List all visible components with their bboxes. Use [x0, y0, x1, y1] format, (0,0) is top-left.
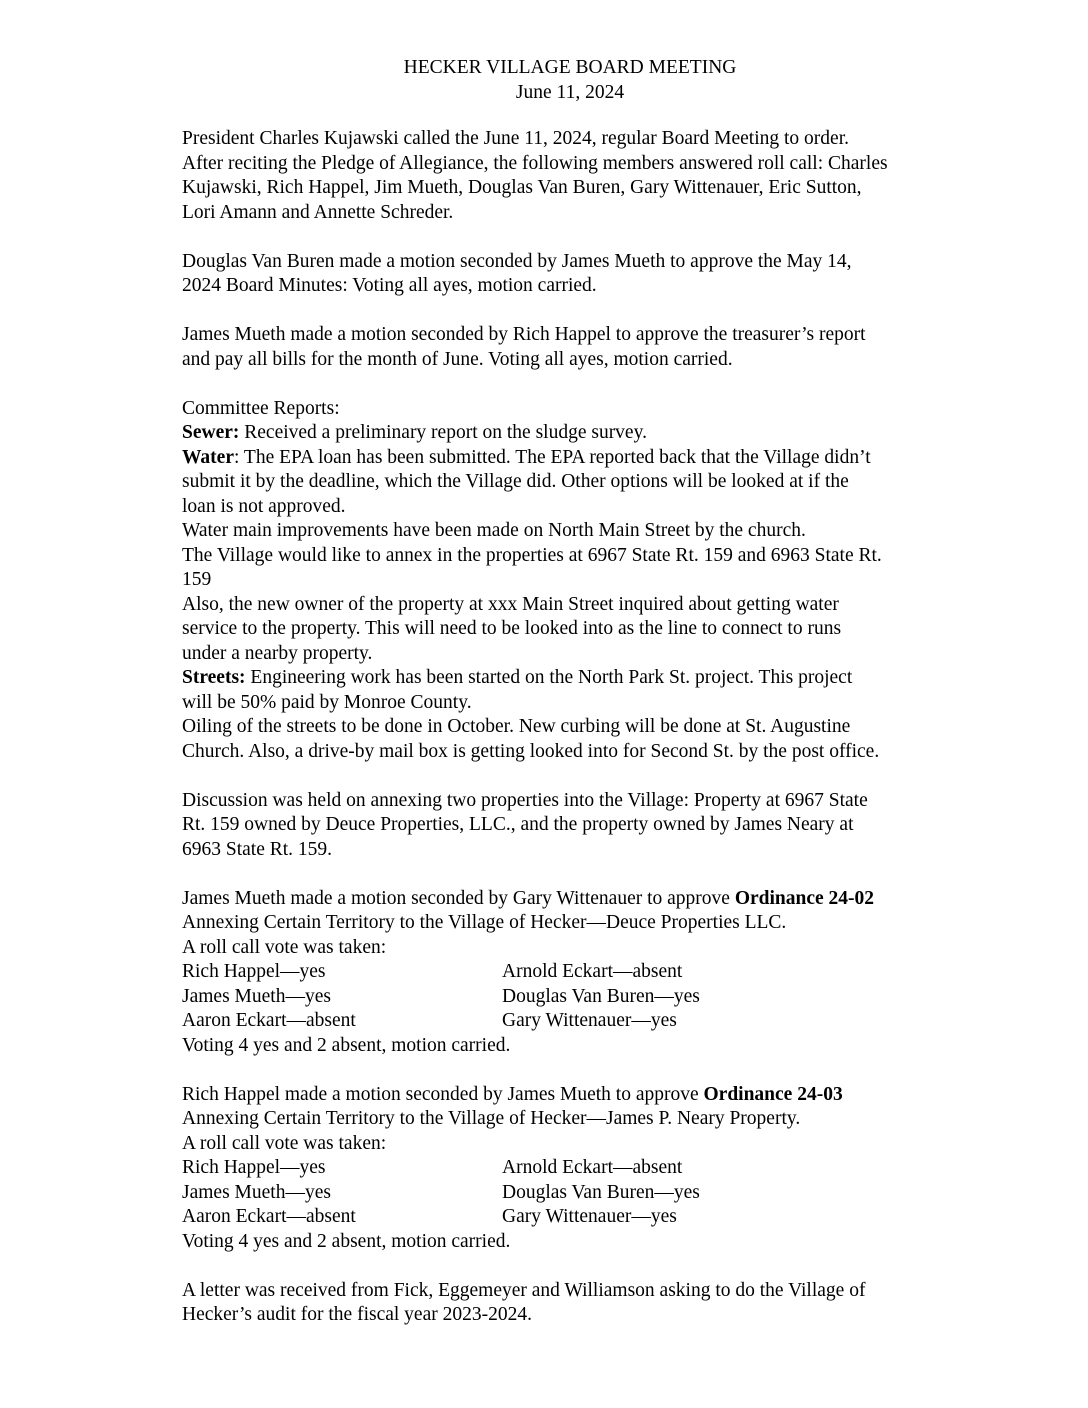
- ordinance-24-02-section: [182, 887, 972, 1059]
- streets-text: Engineering work has been started on the North Park St. project. This project: [245, 667, 853, 688]
- motion-text: James Mueth made a motion seconded by Gary Wittenauer to approve: [182, 887, 735, 909]
- streets-report: [182, 666, 972, 691]
- vote-row: [182, 960, 972, 985]
- sewer-text: Received a preliminary report on the sludge survey.: [239, 422, 647, 443]
- committee-heading: Committee Reports:: [182, 397, 340, 419]
- minutes-motion-paragraph: [182, 250, 972, 299]
- text-line: Oiling of the streets to be done in October. New curbing will be done at St. Augustine: [182, 716, 851, 737]
- document-page: [182, 56, 972, 1328]
- text-line: submit it by the deadline, which the Village did. Other options will be looked at if the: [182, 471, 849, 492]
- meeting-date: June 11, 2024: [515, 81, 625, 103]
- text-line: and pay all bills for the month of June. Voting all ayes, motion carried.: [182, 348, 733, 370]
- sewer-label: Sewer:: [182, 422, 240, 443]
- vote-entry: Douglas Van Buren—yes: [502, 1181, 700, 1203]
- motion-line: [182, 1083, 972, 1108]
- vote-entry: Aaron Eckart—absent: [182, 1206, 356, 1227]
- text-line: service to the property. This will need to be looked into as the line to connect to runs: [182, 618, 842, 639]
- audit-letter-paragraph: [182, 1279, 972, 1328]
- text-line: Hecker’s audit for the fiscal year 2023-2024.: [182, 1304, 532, 1325]
- ordinance-title: Annexing Certain Territory to the Village of Hecker—Deuce Properties LLC.: [182, 912, 787, 933]
- ordinance-number: Ordinance 24-02: [734, 887, 875, 909]
- text-line: The Village would like to annex in the properties at 6967 State Rt. 159 and 6963 State Rt.: [182, 544, 882, 566]
- text-line: President Charles Kujawski called the June 11, 2024, regular Board Meeting to order.: [182, 128, 849, 149]
- treasurer-motion-paragraph: [182, 323, 972, 372]
- text-line: A letter was received from Fick, Eggemeyer and Williamson asking to do the Village of: [182, 1279, 866, 1301]
- water-text: : The EPA loan has been submitted. The EPA reported back that the Village didn’t: [233, 446, 871, 468]
- text-line: Church. Also, a drive-by mail box is getting looked into for Second St. by the post office.: [182, 740, 880, 762]
- intro-paragraph: [182, 127, 972, 225]
- vote-row: [182, 1009, 972, 1034]
- vote-row: [182, 1205, 972, 1230]
- vote-entry: Arnold Eckart—absent: [502, 1157, 683, 1178]
- motion-line: [182, 887, 972, 912]
- vote-entry: Gary Wittenauer—yes: [502, 1206, 677, 1227]
- text-line: Water main improvements have been made on North Main Street by the church.: [182, 520, 806, 541]
- vote-entry: James Mueth—yes: [182, 1181, 331, 1203]
- streets-label: Streets:: [182, 667, 246, 688]
- text-line: loan is not approved.: [182, 495, 346, 517]
- vote-entry: Gary Wittenauer—yes: [502, 1010, 677, 1031]
- text-line: Discussion was held on annexing two properties into the Village: Property at 6967 State: [182, 789, 868, 811]
- roll-call-heading: A roll call vote was taken:: [182, 936, 387, 958]
- text-line: under a nearby property.: [182, 642, 373, 664]
- vote-entry: James Mueth—yes: [182, 985, 331, 1007]
- ordinance-number: Ordinance 24-03: [703, 1083, 843, 1105]
- sewer-report: [182, 421, 972, 446]
- ordinance-title: Annexing Certain Territory to the Village of Hecker—James P. Neary Property.: [182, 1108, 801, 1129]
- committee-reports-section: [182, 397, 972, 765]
- text-line: Also, the new owner of the property at xxx Main Street inquired about getting water: [182, 593, 839, 615]
- motion-text: Rich Happel made a motion seconded by James Mueth to approve: [182, 1083, 704, 1105]
- text-line: Douglas Van Buren made a motion seconded by James Mueth to approve the May 14,: [182, 250, 852, 272]
- water-label: Water: [182, 446, 234, 468]
- text-line: Lori Amann and Annette Schreder.: [182, 201, 454, 223]
- document-title: HECKER VILLAGE BOARD MEETING: [403, 57, 737, 78]
- vote-row: [182, 1181, 972, 1206]
- vote-row: [182, 1156, 972, 1181]
- document-header: [182, 56, 958, 105]
- roll-call-heading: A roll call vote was taken:: [182, 1132, 387, 1154]
- vote-entry: Arnold Eckart—absent: [502, 961, 683, 982]
- text-line: will be 50% paid by Monroe County.: [182, 691, 472, 713]
- annex-discussion-paragraph: [182, 789, 972, 863]
- vote-result: Voting 4 yes and 2 absent, motion carried.: [182, 1230, 511, 1252]
- text-line: James Mueth made a motion seconded by Rich Happel to approve the treasurer’s report: [182, 324, 866, 345]
- vote-entry: Aaron Eckart—absent: [182, 1010, 356, 1031]
- ordinance-24-03-section: [182, 1083, 972, 1255]
- vote-row: [182, 985, 972, 1010]
- vote-result: Voting 4 yes and 2 absent, motion carried.: [182, 1034, 511, 1056]
- vote-entry: Rich Happel—yes: [182, 961, 326, 982]
- text-line: 159: [182, 569, 212, 590]
- text-line: Kujawski, Rich Happel, Jim Mueth, Douglas Van Buren, Gary Wittenauer, Eric Sutton,: [182, 177, 862, 198]
- text-line: After reciting the Pledge of Allegiance, the following members answered roll call: Charles: [182, 152, 888, 174]
- water-report: [182, 446, 972, 471]
- text-line: Rt. 159 owned by Deuce Properties, LLC., and the property owned by James Neary at: [182, 814, 854, 835]
- vote-entry: Douglas Van Buren—yes: [502, 985, 700, 1007]
- text-line: 2024 Board Minutes: Voting all ayes, motion carried.: [182, 275, 597, 296]
- vote-entry: Rich Happel—yes: [182, 1157, 326, 1178]
- text-line: 6963 State Rt. 159.: [182, 838, 333, 860]
